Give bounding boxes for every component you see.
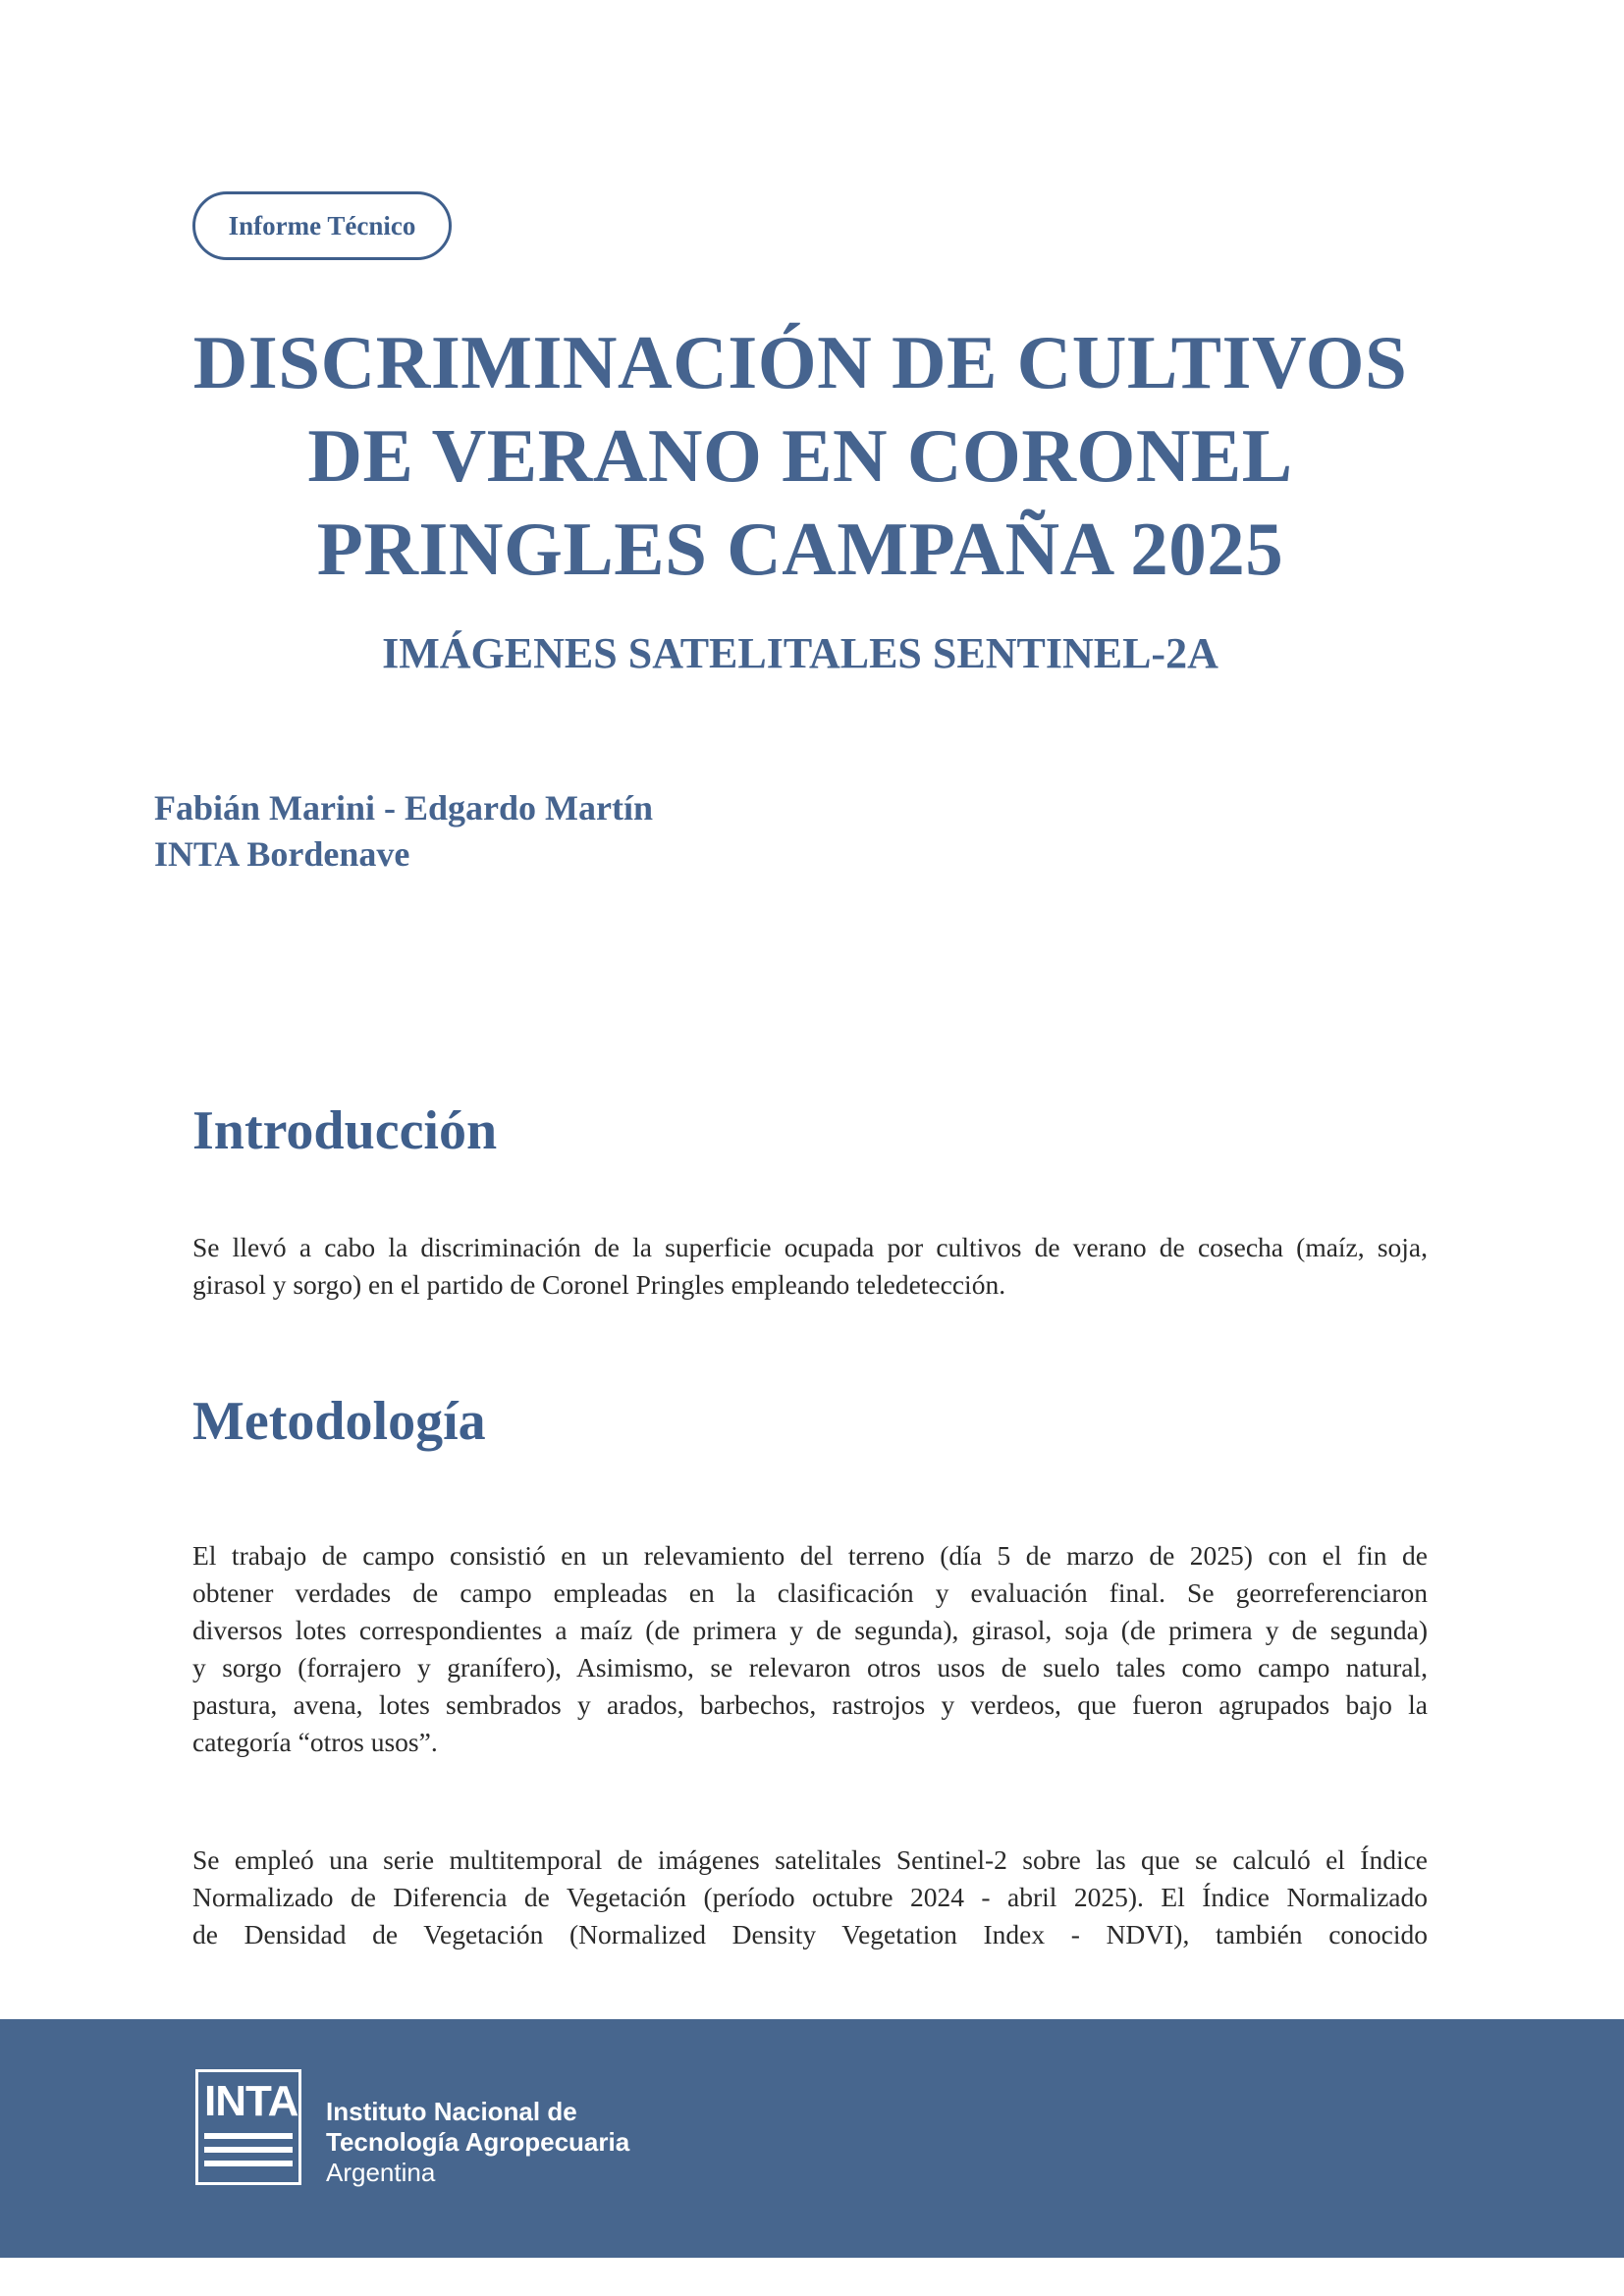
inta-logo <box>195 2069 301 2185</box>
paragraph-line: de Densidad de Vegetación (Normalized Density Vegetation Index - NDVI), también conocido <box>192 1919 1428 1949</box>
paragraph-line: diversos lotes correspondientes a maíz (de primera y de segunda), girasol, soja (de primera y de segunda) <box>192 1615 1428 1645</box>
paragraph-line: obtener verdades de campo empleadas en la clasificación y evaluación final. Se georreferenciaron <box>192 1577 1428 1608</box>
author-names: Fabián Marini - Edgardo Martín <box>154 788 654 828</box>
authors-block <box>154 785 653 878</box>
section-heading-metodologia: Metodología <box>192 1391 486 1452</box>
institution-line: Tecnología Agropecuaria <box>326 2127 630 2157</box>
institution-line: Instituto Nacional de <box>326 2097 577 2126</box>
author-affiliation: INTA Bordenave <box>154 834 410 874</box>
institution-name <box>326 2097 629 2188</box>
intro-paragraph <box>192 1229 1428 1304</box>
paragraph-line: Se empleó una serie multitemporal de imágenes satelitales Sentinel-2 sobre las que se calculó el Índice <box>192 1844 1428 1875</box>
paragraph-line: y sorgo (forrajero y granífero), Asimismo, se relevaron otros usos de suelo tales como campo natural, <box>192 1652 1428 1682</box>
logo-stripe <box>204 2161 293 2166</box>
title-line: DISCRIMINACIÓN DE CULTIVOS <box>192 320 1408 404</box>
logo-stripe <box>204 2133 293 2139</box>
paragraph-line: girasol y sorgo) en el partido de Coronel Pringles empleando teledetección. <box>192 1269 1006 1300</box>
logo-stripe <box>204 2147 293 2153</box>
paragraph-line: Normalizado de Diferencia de Vegetación (período octubre 2024 - abril 2025). El Índice Normalizado <box>192 1882 1428 1912</box>
method-paragraph-2 <box>192 1842 1428 1953</box>
paragraph-line: pastura, avena, lotes sembrados y arados, barbechos, rastrojos y verdeos, que fueron agrupados bajo la <box>192 1689 1428 1720</box>
section-heading-introduccion: Introducción <box>192 1100 498 1161</box>
report-type-badge: Informe Técnico <box>192 191 452 260</box>
document-title <box>98 316 1502 596</box>
paragraph-line: Se llevó a cabo la discriminación de la superficie ocupada por cultivos de verano de cosecha (maíz, soja, <box>192 1232 1428 1262</box>
paragraph-line: categoría “otros usos”. <box>192 1727 438 1757</box>
title-line: PRINGLES CAMPAÑA 2025 <box>316 507 1284 591</box>
method-paragraph-1 <box>192 1537 1428 1761</box>
logo-wordmark: INTA <box>204 2077 298 2125</box>
document-subtitle: IMÁGENES SATELITALES SENTINEL-2A <box>382 629 1218 677</box>
title-line: DE VERANO EN CORONEL <box>307 413 1293 498</box>
paragraph-line: El trabajo de campo consistió en un relevamiento del terreno (día 5 de marzo de 2025) con el fin de <box>192 1540 1428 1571</box>
institution-country: Argentina <box>326 2158 436 2187</box>
